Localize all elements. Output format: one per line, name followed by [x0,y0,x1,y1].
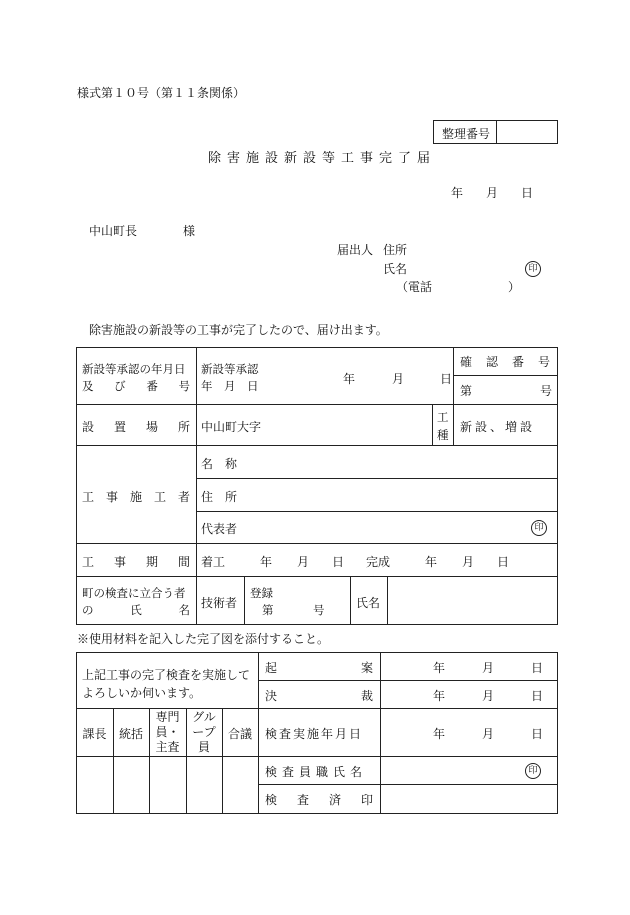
register-go: 号 [313,603,325,617]
inspect-month: 月 [482,727,495,741]
addressee-mayor: 中山町長 [89,224,138,238]
addressee-sama: 様 [183,224,196,238]
request-text-line1: 上記工事の完了検査を実施して [82,668,251,682]
kouji-shu-2: 種 [437,428,449,442]
location-label: 設 置 場 所 [82,420,190,434]
shimei-label: 氏名 [356,596,381,610]
period-end-label: 完成 [366,555,391,569]
confirm-number-label: 確 認 番 号 [460,355,550,369]
period-month1: 月 [297,555,310,569]
stamp-header-group: グル ープ 員 [192,710,216,754]
kian-day: 日 [531,661,544,675]
inspector-seal-icon: 印 [525,763,541,779]
inspect-date-label: 検査実施年月日 [265,727,364,741]
confirm-go: 号 [540,384,553,398]
kian-label: 起 案 [265,661,373,675]
inspect-label-line1: 町の検査に立合う者 [82,586,186,600]
applicant-name-label: 氏名 [383,262,408,276]
kouji-shu-1: 工 [437,410,449,424]
applicant-seal-icon: 印 [525,261,541,277]
approval-day: 日 [440,372,453,386]
approval-cell-line1: 新設等承認 [201,362,259,376]
contractor-seal-icon: 印 [531,520,547,536]
period-year1: 年 [260,555,273,569]
inspect-year: 年 [433,727,446,741]
kessai-label: 決 裁 [265,689,373,703]
approval-label-line1: 新設等承認の年月日 [82,362,186,376]
applicant-label: 届出人 [337,243,374,257]
kessai-day: 日 [531,689,544,703]
date-day: 日 [521,186,534,200]
period-label: 工 事 期 間 [82,555,190,569]
seiri-bangou-input[interactable] [497,121,557,143]
applicant-phone-label: （電話 [396,280,433,294]
stamp-header-aigi: 合議 [227,727,252,741]
engineer-label: 技術者 [201,596,238,610]
inspect-day: 日 [531,727,544,741]
intro-text: 除害施設の新設等の工事が完了したので、届け出ます。 [89,323,388,337]
approval-year: 年 [343,372,356,386]
kessai-month: 月 [482,689,495,703]
seiri-bangou-label: 整理番号 [442,127,491,141]
attachment-note: ※使用材料を記入した完了図を添付すること。 [77,632,330,646]
location-value[interactable]: 中山町大字 [201,420,262,434]
request-text-line2: よろしいか伺います。 [82,686,202,700]
stamp-box-aigi[interactable] [223,757,258,812]
form-number: 様式第１０号（第１１条関係） [77,86,246,100]
stamp-box-senmon[interactable] [150,757,186,812]
period-month2: 月 [462,555,475,569]
approval-label-line2: 及 び 番 号 [82,379,190,393]
period-day1: 日 [332,555,345,569]
contractor-address-label: 住 所 [201,490,238,504]
period-start-label: 着工 [201,555,226,569]
stamp-header-toukatsu: 統括 [118,727,143,741]
date-year: 年 [451,186,464,200]
period-year2: 年 [425,555,438,569]
inspector-label: 検査員職氏名 [265,765,368,779]
stamp-header-kachou: 課長 [82,727,107,741]
period-day2: 日 [497,555,510,569]
applicant-phone-close: ） [508,280,521,294]
seiri-bangou-box [433,120,558,144]
register-label: 登録 [250,586,273,600]
register-dai: 第 [262,603,274,617]
contractor-rep-label: 代表者 [201,522,238,536]
kian-month: 月 [482,661,495,675]
applicant-address-label: 住所 [383,243,408,257]
kian-year: 年 [433,661,446,675]
stamp-box-group[interactable] [187,757,222,812]
approval-cell-line2: 年 月 日 [201,379,259,393]
stamp-box-toukatsu[interactable] [114,757,149,812]
stamp-box-kachou[interactable] [77,757,113,812]
inspect-label-line2: の 氏 名 [82,603,190,617]
contractor-name-label: 名 称 [201,457,238,471]
date-month: 月 [486,186,499,200]
approval-month: 月 [392,372,405,386]
contractor-label: 工 事 施 工 者 [82,490,190,504]
stamp-header-senmon: 専門 員・ 主査 [155,710,180,754]
inspection-done-label: 検 査 済 印 [265,793,373,807]
kessai-year: 年 [433,689,446,703]
confirm-dai: 第 [460,384,473,398]
kouji-shu-value: 新設、増設 [460,420,536,434]
page-title: 除害施設新設等工事完了届 [208,151,437,166]
